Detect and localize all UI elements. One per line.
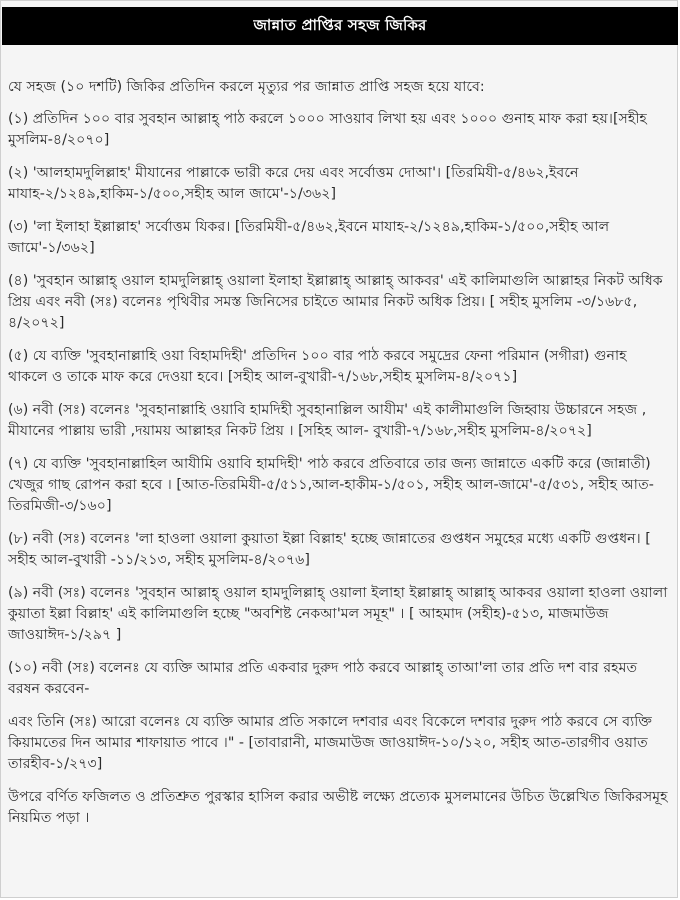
zikir-item-7: (৭) যে ব্যক্তি 'সুবহানাল্লাহিল আযীমি ওয়াবি হামদিহী' পাঠ করবে প্রতিবারে তার জন্য জান্নাতে একটি করে (জান্নাতী) খেজুর গাছ রোপন করা হবে । [আত-তিরমিযী-৫/৫১১,আল-হাকীম-১/৫০১, সহীহ আল-জামে'-৫/৫৩১, সহীহ আত-তিরমিজী-৩/১৬০] [8, 456, 654, 514]
article-body [8, 77, 668, 841]
zikir-item-6: (৬) নবী (সঃ) বলেনঃ 'সুবহানাল্লাহি ওয়াবি হামদিহী সুবহানাল্লিল আযীম' এই কালীমাগুলি জিহ্বায় উচ্চারনে সহজ , মীযানের পাল্লায় ভারী ,দয়াময় আল্লাহর নিকট প্রিয় । [সহিহ আল- বুখারী-৭/১৬৮,সহীহ মুসলিম-৪/২০৭২] [8, 402, 647, 439]
zikir-item-9: (৯) নবী (সঃ) বলেনঃ 'সুবহান আল্লাহ্ ওয়াল হামদুলিল্লাহ্ ওয়ালা ইলাহা ইল্লাল্লাহ্ আল্লাহ্ আকবর ওয়ালা হাওলা ওয়ালা কুয়াতা ইল্লা বিল্লাহ' এই কালিমাগুলি হচ্ছে "অবশিষ্ট নেকআ'মল সমূহ" । [ আহমাদ (সহীহ)-৫১৩, মাজমাউজ জাওয়াঈদ-১/২৯৭ ] [8, 585, 668, 643]
article-conclusion: উপরে বর্ণিত ফজিলত ও প্রতিশ্রুত পুরস্কার হাসিল করার অভীষ্ট লক্ষ্যে প্রত্যেক মুসলমানের উচিত উল্লেখিত জিকিরসমূহ নিয়মিত পড়া । [8, 789, 668, 826]
zikir-item-3: (৩) 'লা ইলাহা ইল্লাল্লাহ' সর্বোত্তম যিকর। [তিরমিযী-৫/৪৬২,ইবনে মাযাহ-২/১২৪৯,হাকিম-১/৫০০,সহীহ আল জামে'-১/৩৬২] [8, 219, 610, 256]
zikir-item-10-continuation: এবং তিনি (সঃ) আরো বলেনঃ যে ব্যক্তি আমার প্রতি সকালে দশবার এবং বিকেলে দশবার দুরুদ পাঠ করবে সে ব্যক্তি কিয়ামতের দিন আমার শাফায়াত পাবে ।" - [তাবারানী, মাজমাউজ জাওয়াঈদ-১০/১২০, সহীহ আত-তারগীব ওয়াত তারহীব-১/২৭৩] [8, 714, 653, 772]
zikir-item-5: (৫) যে ব্যক্তি 'সুবহানাল্লাহি ওয়া বিহামদিহী' প্রতিদিন ১০০ বার পাঠ করবে সমুদ্রের ফেনা পরিমান (সগীরা) গুনাহ থাকলে ও তাকে মাফ করে দেওয়া হবে। [সহীহ আল-বুখারী-৭/১৬৮,সহীহ মুসলিম-৪/২০৭১] [8, 348, 627, 385]
zikir-item-2: (২) 'আলহামদুলিল্লাহ' মীযানের পাল্লাকে ভারী করে দেয় এবং সর্বোত্তম দোআ'। [তিরমিযী-৫/৪৬২,ইবনে মাযাহ-২/১২৪৯,হাকিম-১/৫০০,সহীহ আল জামে'-১/৩৬২] [8, 165, 579, 202]
zikir-item-1: (১) প্রতিদিন ১০০ বার সুবহান আল্লাহ্ পাঠ করলে ১০০০ সাওয়াব লিখা হয় এবং ১০০০ গুনাহ মাফ করা হয়।[সহীহ মুসলিম-৪/২০৭০] [8, 111, 647, 148]
article-intro: যে সহজ (১০ দশটি) জিকির প্রতিদিন করলে মৃত্যুর পর জান্নাত প্রাপ্তি সহজ হয়ে যাবে: [8, 79, 485, 95]
zikir-item-8: (৮) নবী (সঃ) বলেনঃ 'লা হাওলা ওয়ালা কুয়াতা ইল্লা বিল্লাহ' হচ্ছে জান্নাতের গুপ্তধন সমুহের মধ্যে একটি গুপ্তধন। [ সহীহ আল-বুখারী -১১/২১৩, সহীহ মুসলিম-৪/২০৭৬] [8, 531, 651, 568]
page-title: জান্নাত প্রাপ্তির সহজ জিকির [2, 7, 678, 45]
zikir-item-4: (৪) 'সুবহান আল্লাহ্ ওয়াল হামদুলিল্লাহ্ ওয়ালা ইলাহা ইল্লাল্লাহ্ আল্লাহ্ আকবর' এই কালিমাগুলি আল্লাহর নিকট অধিক প্রিয় এবং নবী (সঃ) বলেনঃ পৃথিবীর সমস্ত জিনিসের চাইতে আমার নিকট অধিক প্রিয়। [ সহীহ মুসলিম -৩/১৬৮৫, ৪/২০৭২] [8, 273, 663, 331]
zikir-item-10: (১০) নবী (সঃ) বলেনঃ যে ব্যক্তি আমার প্রতি একবার দুরুদ পাঠ করবে আল্লাহ্ তাআ'লা তার প্রতি দশ বার রহমত বরষন করবেন- [8, 660, 638, 697]
